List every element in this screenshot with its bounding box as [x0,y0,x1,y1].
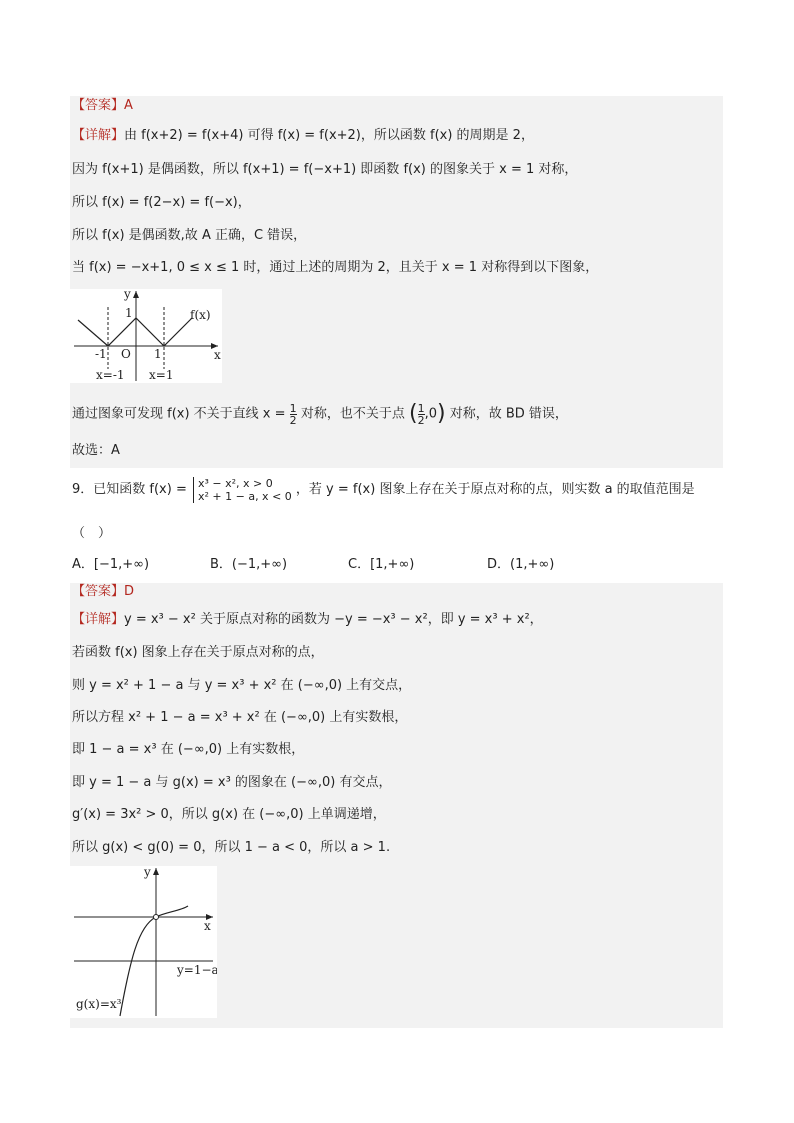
point-fraction-numerator: 1 [417,401,425,415]
detail-text-6c: 对称，故 BD 错误， [449,406,568,422]
paren-close: ) [436,401,446,426]
answer-tag-2: 【答案】 [72,584,125,599]
periodic-graph-svg [70,289,222,383]
detail-text-6a: 通过图象可发现 f(x) 不关于直线 x = [72,406,286,422]
detail2-line-5: 即 1 − a = x³ 在 (−∞,0) 上有实数根， [72,742,305,757]
x-label: x [214,348,221,362]
option-c[interactable]: C．[1,+∞) [348,557,415,572]
y-axis-arrow [133,291,139,298]
fx-label: f(x) [190,308,211,322]
answer-line [72,96,133,116]
detail-line-3: 所以 f(x) = f(2−x) = f(−x)， [72,195,251,210]
question-9-stem [72,474,695,506]
case-2: x² + 1 − a, x < 0 [197,489,292,503]
fraction-numerator: 1 [289,401,297,415]
line-x-neg1-label: x=-1 [96,368,125,382]
y-label: y [124,289,131,301]
detail2-line-7: g′(x) = 3x² > 0，所以 g(x) 在 (−∞,0) 上单调递增， [72,807,386,822]
detail-text-6b: 对称，也不关于点 [300,406,405,422]
detail-line-2: 因为 f(x+1) 是偶函数，所以 f(x+1) = f(−x+1) 即函数 f(x) 的图象关于 x = 1 对称， [72,162,578,177]
detail2-line-6: 即 y = 1 − a 与 g(x) = x³ 的图象在 (−∞,0) 有交点， [72,775,392,790]
cubic-graph-svg [70,866,217,1018]
origin-open-point [154,915,159,920]
question-stem-b: ，若 y = f(x) 图象上存在关于原点对称的点，则实数 a 的取值范围是 [295,482,695,497]
tick-1: 1 [154,347,162,361]
line-label: y=1−a [177,963,217,977]
answer-tag: 【答案】 [72,98,125,113]
line-x-1-label: x=1 [149,368,174,382]
y-label: y [144,866,151,879]
point-fraction [418,403,425,426]
detail-line-7: 故选：A [72,443,120,458]
figure-periodic-graph [70,289,222,383]
fraction-half [290,403,297,426]
question-stem-a: 9．已知函数 f(x) = [72,482,187,497]
detail-line-6 [72,400,568,429]
detail-line-5: 当 f(x) = −x+1, 0 ≤ x ≤ 1 时，通过上述的周期为 2，且关于 x = 1 对称得到以下图象， [72,260,599,275]
piecewise-cases [193,477,292,503]
detail-line-4: 所以 f(x) 是偶函数,故 A 正确，C 错误， [72,228,307,243]
detail2-line-3: 则 y = x² + 1 − a 与 y = x³ + x² 在 (−∞,0) 上有交点， [72,678,412,693]
detail-tag: 【详解】 [72,128,125,143]
tick-neg1: -1 [95,347,107,361]
detail-line-1 [72,126,534,146]
figure-cubic-graph [70,866,217,1018]
option-a[interactable]: A．[−1,+∞) [72,557,150,572]
detail-text-1: 由 f(x+2) = f(x+4) 可得 f(x) = f(x+2)，所以函数 f(x) 的周期是 2， [124,128,534,143]
paren-open: ( [408,401,418,426]
option-b[interactable]: B．(−1,+∞) [210,557,288,572]
detail2-text-1: y = x³ − x² 关于原点对称的函数为 −y = −x³ − x²，即 y = x³ + x²， [124,612,543,627]
function-curve [78,318,192,346]
tick-1-top: 1 [125,306,133,320]
point-tail: ,0 [424,406,437,422]
fraction-denominator: 2 [289,413,297,427]
answer-value-2: D [124,584,135,599]
detail2-line-4: 所以方程 x² + 1 − a = x³ + x² 在 (−∞,0) 上有实数根， [72,710,408,725]
gx-label: g(x)=x³ [76,997,122,1011]
detail2-line-2: 若函数 f(x) 图象上存在关于原点对称的点， [72,645,324,660]
answer-line-2 [72,582,134,602]
y-axis-arrow [153,868,159,875]
x-label: x [204,919,211,933]
answer-value: A [124,98,133,113]
option-d[interactable]: D．(1,+∞) [487,557,555,572]
case-1: x³ − x², x > 0 [197,476,273,490]
detail2-line-1 [72,610,543,630]
origin-label: O [121,347,131,361]
point-fraction-denominator: 2 [417,413,425,427]
question-paren: （ ） [72,526,112,541]
detail2-line-8: 所以 g(x) < g(0) = 0，所以 1 − a < 0，所以 a > 1. [72,840,391,855]
detail-tag-2: 【详解】 [72,612,125,627]
